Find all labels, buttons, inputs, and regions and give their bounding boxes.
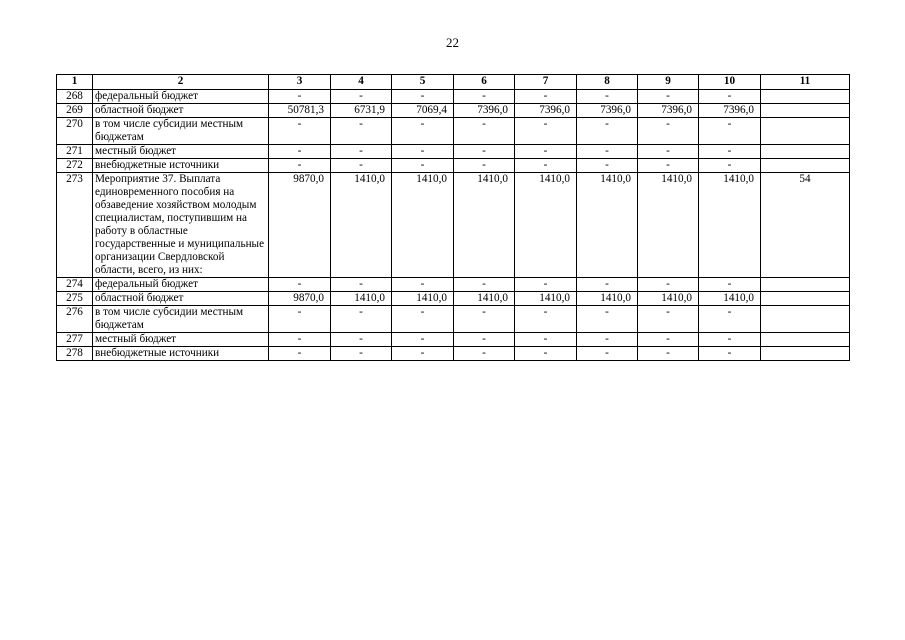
value-cell: - [515, 333, 577, 347]
value-cell: 7396,0 [515, 104, 577, 118]
value-cell: 1410,0 [699, 292, 761, 306]
target-indicator-cell [761, 306, 850, 333]
row-description: местный бюджет [93, 333, 269, 347]
row-description: в том числе субсидии местным бюджетам [93, 306, 269, 333]
value-cell: - [392, 333, 454, 347]
value-cell: 1410,0 [638, 292, 699, 306]
value-cell: - [699, 278, 761, 292]
value-cell: - [638, 159, 699, 173]
target-indicator-cell [761, 333, 850, 347]
value-cell: - [331, 90, 392, 104]
row-description: областной бюджет [93, 104, 269, 118]
table-row [57, 306, 850, 333]
value-cell: 1410,0 [392, 173, 454, 278]
value-cell: - [392, 145, 454, 159]
value-cell: 1410,0 [454, 292, 515, 306]
value-cell: - [331, 118, 392, 145]
row-description: внебюджетные источники [93, 347, 269, 361]
value-cell: - [331, 278, 392, 292]
row-number: 268 [57, 90, 93, 104]
target-indicator-cell [761, 118, 850, 145]
value-cell: - [331, 347, 392, 361]
row-number: 275 [57, 292, 93, 306]
value-cell: - [638, 90, 699, 104]
value-cell: - [392, 90, 454, 104]
value-cell: - [269, 347, 331, 361]
target-indicator-cell [761, 292, 850, 306]
value-cell: - [699, 306, 761, 333]
value-cell: - [638, 278, 699, 292]
value-cell: - [454, 118, 515, 145]
value-cell: - [392, 278, 454, 292]
budget-table [56, 74, 850, 361]
table-row [57, 347, 850, 361]
table-row [57, 333, 850, 347]
row-description: в том числе субсидии местным бюджетам [93, 118, 269, 145]
value-cell: 1410,0 [454, 173, 515, 278]
value-cell: 1410,0 [577, 292, 638, 306]
value-cell: 7396,0 [454, 104, 515, 118]
value-cell: 9870,0 [269, 292, 331, 306]
table-row [57, 173, 850, 278]
value-cell: - [331, 145, 392, 159]
target-indicator-cell [761, 159, 850, 173]
table-body [57, 90, 850, 361]
value-cell: - [638, 347, 699, 361]
value-cell: - [515, 278, 577, 292]
target-indicator-cell [761, 145, 850, 159]
row-number: 274 [57, 278, 93, 292]
value-cell: 50781,3 [269, 104, 331, 118]
column-header: 4 [331, 75, 392, 90]
value-cell: - [392, 118, 454, 145]
value-cell: - [577, 333, 638, 347]
table-row [57, 292, 850, 306]
value-cell: - [269, 90, 331, 104]
value-cell: - [515, 347, 577, 361]
row-number: 277 [57, 333, 93, 347]
value-cell: 1410,0 [638, 173, 699, 278]
value-cell: 7396,0 [699, 104, 761, 118]
value-cell: 1410,0 [577, 173, 638, 278]
value-cell: - [638, 118, 699, 145]
column-header: 2 [93, 75, 269, 90]
value-cell: - [515, 118, 577, 145]
value-cell: - [638, 145, 699, 159]
value-cell: - [699, 333, 761, 347]
value-cell: 1410,0 [331, 292, 392, 306]
value-cell: - [269, 306, 331, 333]
value-cell: 1410,0 [331, 173, 392, 278]
value-cell: - [454, 278, 515, 292]
value-cell: - [577, 306, 638, 333]
value-cell: - [454, 306, 515, 333]
value-cell: - [577, 159, 638, 173]
value-cell: - [577, 278, 638, 292]
value-cell: - [454, 90, 515, 104]
row-number: 272 [57, 159, 93, 173]
row-description: внебюджетные источники [93, 159, 269, 173]
column-header: 7 [515, 75, 577, 90]
column-header: 6 [454, 75, 515, 90]
value-cell: 1410,0 [515, 173, 577, 278]
value-cell: 1410,0 [699, 173, 761, 278]
column-header: 5 [392, 75, 454, 90]
row-number: 278 [57, 347, 93, 361]
target-indicator-cell [761, 347, 850, 361]
row-number: 271 [57, 145, 93, 159]
value-cell: - [454, 145, 515, 159]
table-row [57, 104, 850, 118]
value-cell: - [269, 333, 331, 347]
column-header: 11 [761, 75, 850, 90]
value-cell: - [331, 333, 392, 347]
value-cell: 7396,0 [638, 104, 699, 118]
value-cell: - [699, 118, 761, 145]
value-cell: - [454, 159, 515, 173]
target-indicator-cell: 54 [761, 173, 850, 278]
row-description: федеральный бюджет [93, 90, 269, 104]
value-cell: - [331, 159, 392, 173]
row-number: 270 [57, 118, 93, 145]
value-cell: - [392, 347, 454, 361]
row-description: местный бюджет [93, 145, 269, 159]
column-header: 3 [269, 75, 331, 90]
value-cell: - [577, 90, 638, 104]
value-cell: - [454, 333, 515, 347]
value-cell: 7396,0 [577, 104, 638, 118]
target-indicator-cell [761, 278, 850, 292]
value-cell: - [638, 306, 699, 333]
table-row [57, 145, 850, 159]
table-row [57, 90, 850, 104]
page-number: 22 [446, 35, 459, 50]
column-header: 8 [577, 75, 638, 90]
value-cell: - [392, 159, 454, 173]
row-number: 269 [57, 104, 93, 118]
value-cell: - [515, 159, 577, 173]
value-cell: - [699, 347, 761, 361]
value-cell: - [515, 90, 577, 104]
row-description: Мероприятие 37. Выплата единовременного пособия на обзаведение хозяйством молодым специалистам, поступившим на работу в областные государственные и муниципальные организации Свердловской области, всего, из них: [93, 173, 269, 278]
value-cell: 6731,9 [331, 104, 392, 118]
row-description: областной бюджет [93, 292, 269, 306]
value-cell: 1410,0 [392, 292, 454, 306]
value-cell: - [699, 90, 761, 104]
row-number: 276 [57, 306, 93, 333]
target-indicator-cell [761, 90, 850, 104]
value-cell: - [638, 333, 699, 347]
row-description: федеральный бюджет [93, 278, 269, 292]
value-cell: - [454, 347, 515, 361]
row-number: 273 [57, 173, 93, 278]
table-row [57, 278, 850, 292]
value-cell: 7069,4 [392, 104, 454, 118]
value-cell: - [269, 159, 331, 173]
table-row [57, 118, 850, 145]
column-header: 10 [699, 75, 761, 90]
table-header [57, 75, 850, 90]
target-indicator-cell [761, 104, 850, 118]
value-cell: - [269, 118, 331, 145]
value-cell: 9870,0 [269, 173, 331, 278]
value-cell: - [577, 118, 638, 145]
column-header: 1 [57, 75, 93, 90]
value-cell: - [515, 306, 577, 333]
value-cell: 1410,0 [515, 292, 577, 306]
value-cell: - [699, 145, 761, 159]
value-cell: - [331, 306, 392, 333]
value-cell: - [577, 145, 638, 159]
value-cell: - [515, 145, 577, 159]
table-row [57, 159, 850, 173]
column-header: 9 [638, 75, 699, 90]
header-row [57, 75, 850, 90]
value-cell: - [577, 347, 638, 361]
value-cell: - [699, 159, 761, 173]
value-cell: - [269, 145, 331, 159]
value-cell: - [269, 278, 331, 292]
value-cell: - [392, 306, 454, 333]
